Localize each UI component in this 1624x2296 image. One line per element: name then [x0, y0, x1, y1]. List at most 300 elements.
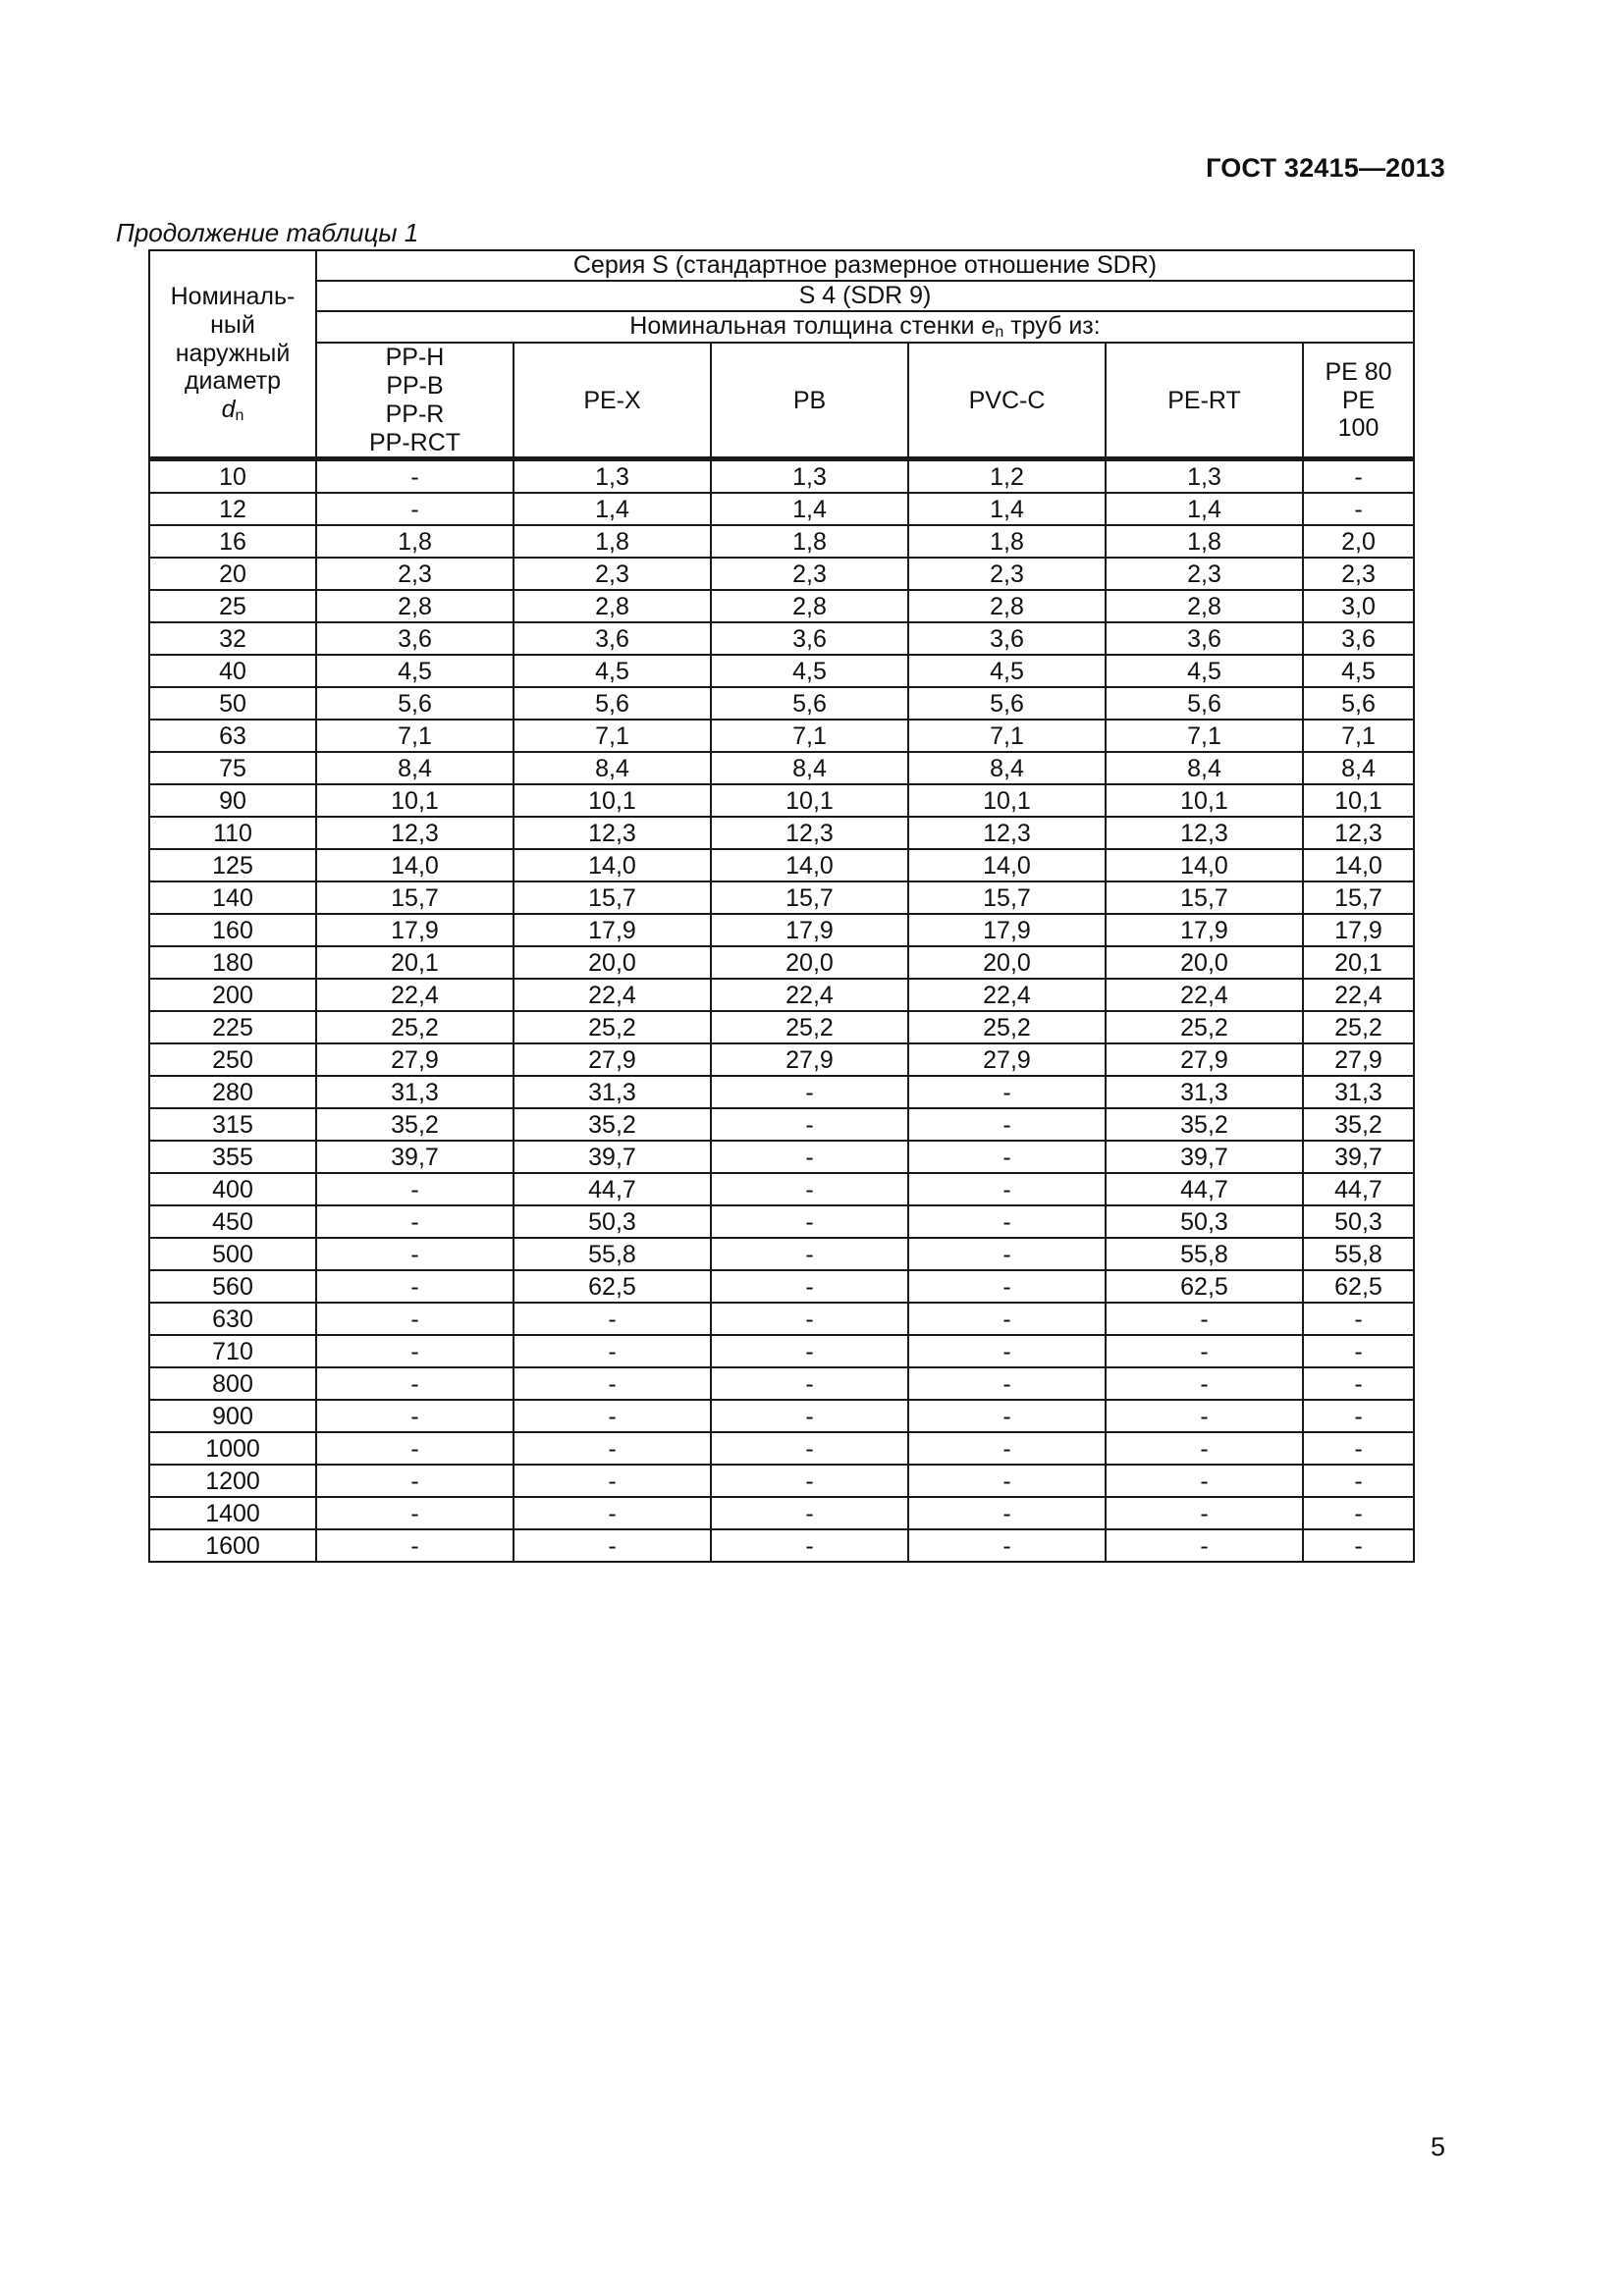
thickness-cell: - [316, 1303, 514, 1335]
table-row [149, 1270, 1414, 1303]
thickness-cell: 2,3 [316, 558, 514, 590]
thickness-cell: - [908, 1400, 1106, 1432]
table-row [149, 720, 1414, 752]
thickness-cell: 55,8 [514, 1238, 711, 1270]
material-header-line: PE 80 [1325, 357, 1392, 386]
diameter-cell: 280 [149, 1076, 316, 1108]
diameter-cell: 40 [149, 655, 316, 687]
material-header-line: PE-X [583, 386, 641, 414]
thickness-cell: 17,9 [908, 914, 1106, 946]
table-row [149, 687, 1414, 720]
material-header-line: PP-RCT [368, 428, 461, 456]
thickness-cell: 15,7 [908, 881, 1106, 914]
thickness-cell: - [711, 1205, 908, 1238]
diameter-cell: 50 [149, 687, 316, 720]
thickness-cell: - [316, 1238, 514, 1270]
material-header-line: PVC-C [968, 386, 1046, 414]
thickness-cell: 22,4 [514, 979, 711, 1011]
thickness-cell: 4,5 [514, 655, 711, 687]
diameter-cell: 25 [149, 590, 316, 622]
thickness-cell: 22,4 [1106, 979, 1303, 1011]
thickness-cell: 20,0 [908, 946, 1106, 979]
table-row [149, 1367, 1414, 1400]
thickness-cell: 2,3 [711, 558, 908, 590]
material-header [1106, 343, 1303, 459]
diameter-cell: 1400 [149, 1497, 316, 1529]
thickness-cell: 1,3 [711, 459, 908, 494]
thickness-cell: - [514, 1465, 711, 1497]
table-row [149, 1303, 1414, 1335]
thickness-cell: 27,9 [908, 1043, 1106, 1076]
table-row [149, 881, 1414, 914]
thickness-cell: - [711, 1465, 908, 1497]
thickness-cell: 2,0 [1303, 525, 1414, 558]
thickness-cell: - [711, 1270, 908, 1303]
diameter-cell: 710 [149, 1335, 316, 1367]
thickness-cell: - [908, 1497, 1106, 1529]
thickness-cell: 15,7 [1106, 881, 1303, 914]
thickness-cell: 20,1 [316, 946, 514, 979]
diameter-cell: 75 [149, 752, 316, 784]
table-row [149, 817, 1414, 849]
thickness-cell: 12,3 [316, 817, 514, 849]
diameter-cell: 800 [149, 1367, 316, 1400]
thickness-cell: - [711, 1529, 908, 1562]
thickness-cell: 31,3 [1303, 1076, 1414, 1108]
thickness-cell: 3,6 [514, 622, 711, 655]
thickness-cell: 14,0 [1303, 849, 1414, 881]
thickness-cell: 8,4 [316, 752, 514, 784]
thickness-cell: 17,9 [514, 914, 711, 946]
thickness-cell: 1,8 [711, 525, 908, 558]
thickness-cell: 39,7 [1303, 1141, 1414, 1173]
table-row [149, 590, 1414, 622]
thickness-cell: - [514, 1335, 711, 1367]
diameter-cell: 180 [149, 946, 316, 979]
thickness-cell: 22,4 [1303, 979, 1414, 1011]
thickness-cell: 22,4 [908, 979, 1106, 1011]
thickness-cell: - [908, 1173, 1106, 1205]
diameter-cell: 63 [149, 720, 316, 752]
table-row [149, 946, 1414, 979]
thickness-cell: - [316, 493, 514, 525]
thickness-cell: 10,1 [1303, 784, 1414, 817]
thickness-cell: 20,0 [514, 946, 711, 979]
thickness-cell: 22,4 [316, 979, 514, 1011]
thickness-cell: 17,9 [316, 914, 514, 946]
thickness-cell: 2,3 [1303, 558, 1414, 590]
diameter-cell: 140 [149, 881, 316, 914]
thickness-cell: - [711, 1400, 908, 1432]
thickness-cell: 5,6 [908, 687, 1106, 720]
thickness-cell: 12,3 [1303, 817, 1414, 849]
series-header: Серия S (стандартное размерное отношение SDR) [316, 250, 1414, 281]
thickness-cell: - [908, 1529, 1106, 1562]
thickness-cell: 10,1 [1106, 784, 1303, 817]
diameter-symbol-subscript: n [235, 407, 244, 424]
thickness-cell: 62,5 [1106, 1270, 1303, 1303]
thickness-cell: 15,7 [514, 881, 711, 914]
table-row [149, 1076, 1414, 1108]
thickness-cell: 2,8 [711, 590, 908, 622]
thickness-cell: 7,1 [908, 720, 1106, 752]
diameter-cell: 400 [149, 1173, 316, 1205]
thickness-cell: 10,1 [908, 784, 1106, 817]
diameter-cell: 16 [149, 525, 316, 558]
table-row [149, 979, 1414, 1011]
thickness-cell: 4,5 [316, 655, 514, 687]
thickness-cell: - [711, 1303, 908, 1335]
thickness-cell: 15,7 [1303, 881, 1414, 914]
thickness-cell: 8,4 [1106, 752, 1303, 784]
thickness-cell: 27,9 [514, 1043, 711, 1076]
thickness-cell: 10,1 [514, 784, 711, 817]
thickness-cell: - [1106, 1400, 1303, 1432]
table-row [149, 1238, 1414, 1270]
thickness-cell: - [1106, 1432, 1303, 1465]
diameter-cell: 32 [149, 622, 316, 655]
thickness-cell: 5,6 [711, 687, 908, 720]
thickness-cell: 20,0 [711, 946, 908, 979]
thickness-cell: 7,1 [1303, 720, 1414, 752]
thickness-cell: - [1106, 1497, 1303, 1529]
thickness-cell: - [908, 1367, 1106, 1400]
diameter-cell: 12 [149, 493, 316, 525]
thickness-cell: 2,3 [1106, 558, 1303, 590]
thickness-cell: - [514, 1529, 711, 1562]
thickness-cell: - [316, 1205, 514, 1238]
diameter-cell: 90 [149, 784, 316, 817]
thickness-cell: - [711, 1173, 908, 1205]
header-row-series [149, 250, 1414, 281]
diameter-cell: 1600 [149, 1529, 316, 1562]
thickness-cell: 3,6 [908, 622, 1106, 655]
thickness-cell: - [1106, 1465, 1303, 1497]
wall-thickness-table [148, 249, 1415, 1563]
thickness-cell: 1,4 [1106, 493, 1303, 525]
material-header [514, 343, 711, 459]
thickness-cell: 5,6 [316, 687, 514, 720]
thickness-cell: 4,5 [908, 655, 1106, 687]
diameter-cell: 160 [149, 914, 316, 946]
thickness-cell: 7,1 [514, 720, 711, 752]
thickness-cell: 39,7 [316, 1141, 514, 1173]
stub-header-line: наружный [175, 339, 291, 367]
material-header-line: PP-H [385, 344, 445, 372]
thickness-cell: - [908, 1432, 1106, 1465]
thickness-cell: 39,7 [1106, 1141, 1303, 1173]
table-row [149, 784, 1414, 817]
thickness-cell: - [908, 1303, 1106, 1335]
thickness-cell: 8,4 [711, 752, 908, 784]
thickness-cell: 1,4 [908, 493, 1106, 525]
thickness-cell: 8,4 [1303, 752, 1414, 784]
thickness-cell: 1,8 [514, 525, 711, 558]
material-header [711, 343, 908, 459]
thickness-cell: 35,2 [1106, 1108, 1303, 1141]
thickness-cell: - [1303, 1465, 1414, 1497]
material-header [908, 343, 1106, 459]
diameter-cell: 1200 [149, 1465, 316, 1497]
thickness-cell: 4,5 [711, 655, 908, 687]
thickness-cell: 62,5 [514, 1270, 711, 1303]
thickness-cell: 25,2 [1303, 1011, 1414, 1043]
thickness-cell: 14,0 [316, 849, 514, 881]
thickness-cell: 50,3 [1303, 1205, 1414, 1238]
thickness-cell: 15,7 [316, 881, 514, 914]
thickness-cell: - [908, 1270, 1106, 1303]
page-number: 5 [1430, 2132, 1445, 2162]
thickness-cell: - [316, 459, 514, 494]
thickness-cell: 14,0 [908, 849, 1106, 881]
thickness-cell: 5,6 [514, 687, 711, 720]
thickness-cell: 12,3 [711, 817, 908, 849]
thickness-cell: - [514, 1432, 711, 1465]
material-header [316, 343, 514, 459]
thickness-cell: - [711, 1335, 908, 1367]
thickness-cell: 12,3 [908, 817, 1106, 849]
thickness-cell: - [711, 1432, 908, 1465]
diameter-cell: 20 [149, 558, 316, 590]
thickness-cell: 27,9 [1106, 1043, 1303, 1076]
thickness-cell: 3,6 [1303, 622, 1414, 655]
thickness-cell: 44,7 [1303, 1173, 1414, 1205]
thickness-cell: - [316, 1400, 514, 1432]
table-row [149, 655, 1414, 687]
thickness-cell: - [1303, 1432, 1414, 1465]
diameter-symbol: d [221, 396, 236, 423]
thickness-cell: 3,6 [1106, 622, 1303, 655]
thickness-cell: 10,1 [711, 784, 908, 817]
thickness-cell: 1,3 [514, 459, 711, 494]
thickness-cell: - [316, 1367, 514, 1400]
thickness-cell: - [711, 1076, 908, 1108]
thickness-cell: 17,9 [711, 914, 908, 946]
table-row [149, 1043, 1414, 1076]
thickness-cell: - [1303, 1529, 1414, 1562]
table-row [149, 459, 1414, 494]
thickness-cell: - [908, 1141, 1106, 1173]
thickness-cell: - [1303, 1400, 1414, 1432]
thickness-cell: 35,2 [1303, 1108, 1414, 1141]
thickness-cell: 22,4 [711, 979, 908, 1011]
sdr-header: S 4 (SDR 9) [316, 281, 1414, 311]
thickness-cell: 10,1 [316, 784, 514, 817]
thickness-cell: - [908, 1205, 1106, 1238]
thickness-cell: - [1303, 1303, 1414, 1335]
thickness-cell: - [1303, 1367, 1414, 1400]
thickness-cell: - [1303, 493, 1414, 525]
diameter-cell: 450 [149, 1205, 316, 1238]
diameter-cell: 10 [149, 459, 316, 494]
thickness-cell: 55,8 [1303, 1238, 1414, 1270]
thickness-cell: - [908, 1335, 1106, 1367]
table-row [149, 558, 1414, 590]
thickness-cell: 25,2 [514, 1011, 711, 1043]
thickness-cell: 3,0 [1303, 590, 1414, 622]
thickness-header [316, 311, 1414, 343]
thickness-cell: 1,2 [908, 459, 1106, 494]
thickness-cell: - [908, 1238, 1106, 1270]
thickness-cell: 4,5 [1303, 655, 1414, 687]
thickness-cell: - [514, 1303, 711, 1335]
thickness-cell: 39,7 [514, 1141, 711, 1173]
thickness-cell: 1,8 [316, 525, 514, 558]
table-row [149, 525, 1414, 558]
thickness-cell: 1,8 [908, 525, 1106, 558]
diameter-cell: 225 [149, 1011, 316, 1043]
thickness-symbol-subscript: n [995, 324, 1004, 341]
stub-header-line: Номиналь- [170, 283, 296, 310]
header-row-thickness [149, 311, 1414, 343]
thickness-cell: 14,0 [711, 849, 908, 881]
table-row [149, 1465, 1414, 1497]
thickness-cell: 31,3 [316, 1076, 514, 1108]
thickness-cell: 3,6 [316, 622, 514, 655]
thickness-cell: 27,9 [711, 1043, 908, 1076]
diameter-cell: 500 [149, 1238, 316, 1270]
thickness-cell: - [316, 1432, 514, 1465]
header-row-materials [149, 343, 1414, 459]
thickness-cell: 7,1 [316, 720, 514, 752]
thickness-cell: - [1303, 1335, 1414, 1367]
table-row [149, 1173, 1414, 1205]
thickness-cell: 5,6 [1303, 687, 1414, 720]
thickness-cell: - [316, 1270, 514, 1303]
thickness-cell: 2,3 [514, 558, 711, 590]
stub-header-line: диаметр [184, 367, 282, 396]
thickness-cell: 5,6 [1106, 687, 1303, 720]
thickness-cell: 50,3 [1106, 1205, 1303, 1238]
thickness-cell: 35,2 [514, 1108, 711, 1141]
thickness-cell: 2,8 [908, 590, 1106, 622]
thickness-cell: 14,0 [514, 849, 711, 881]
thickness-cell: 7,1 [711, 720, 908, 752]
header-row-sdr [149, 281, 1414, 311]
thickness-cell: - [711, 1367, 908, 1400]
thickness-cell: 2,8 [514, 590, 711, 622]
material-header [1303, 343, 1414, 459]
material-header-line: 100 [1337, 414, 1380, 443]
thickness-cell: 62,5 [1303, 1270, 1414, 1303]
diameter-cell: 900 [149, 1400, 316, 1432]
thickness-cell: - [514, 1497, 711, 1529]
thickness-cell: - [908, 1465, 1106, 1497]
table-row [149, 1400, 1414, 1432]
diameter-cell: 1000 [149, 1432, 316, 1465]
thickness-symbol: e [981, 312, 996, 340]
document-code: ГОСТ 32415—2013 [1206, 153, 1445, 183]
thickness-cell: 55,8 [1106, 1238, 1303, 1270]
thickness-cell: - [514, 1367, 711, 1400]
thickness-cell: - [514, 1400, 711, 1432]
thickness-cell: 12,3 [514, 817, 711, 849]
table-row [149, 914, 1414, 946]
thickness-cell: - [908, 1108, 1106, 1141]
thickness-cell: 2,3 [908, 558, 1106, 590]
thickness-cell: 25,2 [711, 1011, 908, 1043]
material-header-line: PE [1341, 386, 1376, 414]
thickness-cell: 14,0 [1106, 849, 1303, 881]
thickness-cell: - [316, 1173, 514, 1205]
thickness-cell: 35,2 [316, 1108, 514, 1141]
stub-header-line: ный [210, 310, 255, 339]
material-header-line: PP-R [385, 400, 445, 428]
thickness-cell: - [711, 1238, 908, 1270]
thickness-cell: - [908, 1076, 1106, 1108]
thickness-header-prefix: Номинальная толщина стенки [629, 312, 982, 340]
thickness-cell: 1,4 [514, 493, 711, 525]
diameter-cell: 110 [149, 817, 316, 849]
diameter-cell: 250 [149, 1043, 316, 1076]
material-header-line: PE-RT [1167, 386, 1241, 414]
table-row [149, 622, 1414, 655]
table-row [149, 849, 1414, 881]
diameter-cell: 630 [149, 1303, 316, 1335]
thickness-cell: 50,3 [514, 1205, 711, 1238]
table-caption: Продолжение таблицы 1 [116, 218, 419, 247]
thickness-cell: 8,4 [514, 752, 711, 784]
stub-header [149, 250, 316, 459]
thickness-cell: 20,0 [1106, 946, 1303, 979]
thickness-cell: 17,9 [1106, 914, 1303, 946]
thickness-cell: - [711, 1108, 908, 1141]
table-row [149, 1108, 1414, 1141]
material-header-line: PP-B [386, 372, 444, 400]
thickness-cell: 25,2 [908, 1011, 1106, 1043]
thickness-cell: - [316, 1529, 514, 1562]
thickness-cell: 1,8 [1106, 525, 1303, 558]
thickness-cell: 25,2 [1106, 1011, 1303, 1043]
thickness-cell: 15,7 [711, 881, 908, 914]
table-row [149, 1205, 1414, 1238]
table-row [149, 1011, 1414, 1043]
table-body [149, 459, 1414, 1563]
diameter-cell: 315 [149, 1108, 316, 1141]
table-row [149, 1141, 1414, 1173]
thickness-cell: 12,3 [1106, 817, 1303, 849]
thickness-header-suffix: труб из: [1003, 312, 1101, 340]
table-row [149, 1529, 1414, 1562]
table-row [149, 1432, 1414, 1465]
thickness-cell: 2,8 [316, 590, 514, 622]
table-row [149, 493, 1414, 525]
thickness-cell: 31,3 [514, 1076, 711, 1108]
material-header-line: PB [792, 386, 827, 414]
thickness-cell: 25,2 [316, 1011, 514, 1043]
thickness-cell: 44,7 [514, 1173, 711, 1205]
table-row [149, 1335, 1414, 1367]
thickness-cell: - [1106, 1529, 1303, 1562]
thickness-cell: 27,9 [1303, 1043, 1414, 1076]
thickness-cell: 44,7 [1106, 1173, 1303, 1205]
thickness-cell: - [711, 1141, 908, 1173]
thickness-cell: - [1106, 1335, 1303, 1367]
thickness-cell: 17,9 [1303, 914, 1414, 946]
table-row [149, 752, 1414, 784]
diameter-cell: 355 [149, 1141, 316, 1173]
thickness-cell: 8,4 [908, 752, 1106, 784]
thickness-cell: - [711, 1497, 908, 1529]
thickness-cell: - [316, 1465, 514, 1497]
thickness-cell: - [1303, 459, 1414, 494]
thickness-cell: 27,9 [316, 1043, 514, 1076]
thickness-cell: 31,3 [1106, 1076, 1303, 1108]
thickness-cell: - [316, 1335, 514, 1367]
thickness-cell: - [316, 1497, 514, 1529]
diameter-cell: 560 [149, 1270, 316, 1303]
table-row [149, 1497, 1414, 1529]
